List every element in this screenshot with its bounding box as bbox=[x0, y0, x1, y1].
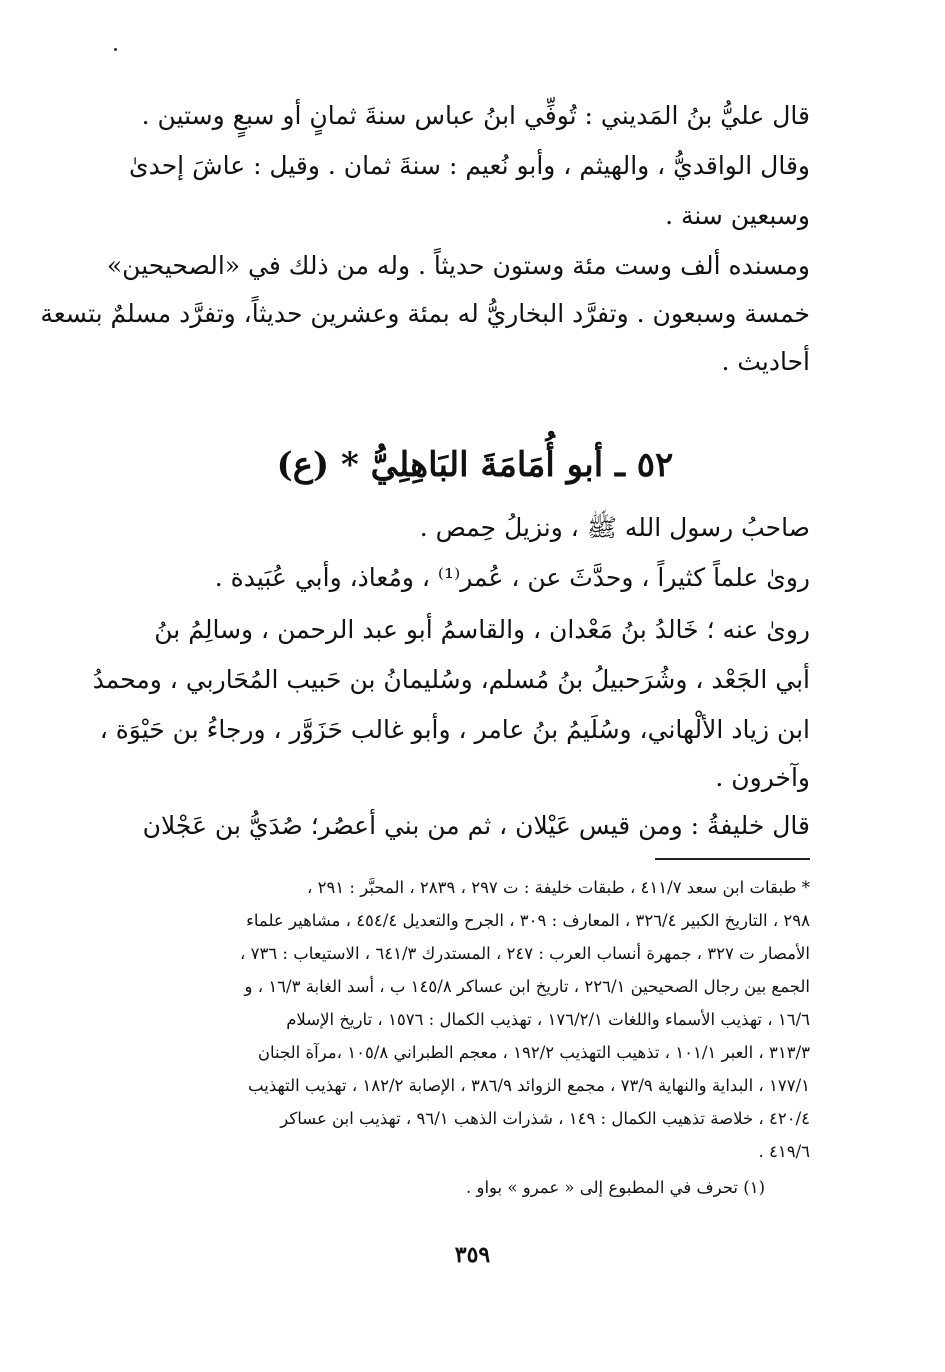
body-line-2: وقال الواقديُّ ، والهيثم ، وأبو نُعيم : سنةَ ثمان . وقيل : عاشَ إحدىٰ bbox=[129, 151, 810, 180]
footnote-line-4: الجمع بين رجال الصحيحين ٢٢٦/١ ، تاريخ ابن عساكر ١٤٥/٨ ب ، أسد الغابة ١٦/٣ ، و bbox=[244, 977, 810, 996]
footnote-line-1: * طبقات ابن سعد ٤١١/٧ ، طبقات خليفة : ت ٢٩٧ ، ٢٨٣٩ ، المحبَّر : ٢٩١ ، bbox=[307, 878, 810, 897]
entry-line-5: ابن زياد الألْهاني، وسُلَيمُ بنُ عامر ، وأبو غالب حَزَوَّر ، ورجاءُ بن حَيْوَة ، bbox=[99, 715, 810, 744]
page-number: ٣٥٩ bbox=[454, 1242, 491, 1268]
footnote-line-9: ٤١٩/٦ . bbox=[758, 1142, 810, 1161]
footnote-line-6: ٣١٣/٣ ، العبر ١٠١/١ ، تذهيب التهذيب ١٩٢/٢ ، معجم الطبراني ١٠٥/٨ ،مرآة الجنان bbox=[257, 1043, 810, 1062]
footnote-line-5: ١٦/٦ ، تهذيب الأسماء واللغات ١٧٦/٢/١ ، تهذيب الكمال : ١٥٧٦ ، تاريخ الإسلام bbox=[286, 1010, 810, 1029]
entry-line-3: روىٰ عنه ؛ خَالدُ بنُ مَعْدان ، والقاسمُ أبو عبد الرحمن ، وسالِمُ بنُ bbox=[154, 615, 810, 644]
footnote-line-7: ١٧٧/١ ، البداية والنهاية ٧٣/٩ ، مجمع الزوائد ٣٨٦/٩ ، الإصابة ١٨٢/٢ ، تهذيب التهذيب bbox=[248, 1076, 810, 1095]
footnote-line-2: ٢٩٨ ، التاريخ الكبير ٣٢٦/٤ ، المعارف : ٣٠٩ ، الجرح والتعديل ٤٥٤/٤ ، مشاهير علماء bbox=[246, 911, 810, 930]
entry-line-7: قال خليفةُ : ومن قيس عَيْلان ، ثم من بني أعصُر؛ صُدَيُّ بن عَجْلان bbox=[142, 811, 810, 840]
footnote-note-1: (١) تحرف في المطبوع إلى « عمرو » بواو . bbox=[465, 1178, 765, 1197]
footnote-line-8: ٤٢٠/٤ ، خلاصة تذهيب الكمال : ١٤٩ ، شذرات الذهب ٩٦/١ ، تهذيب ابن عساكر bbox=[280, 1109, 810, 1128]
body-line-1: قال عليُّ بنُ المَديني : تُوفِّي ابنُ عباس سنةَ ثمانٍ أو سبعٍ وستين . bbox=[141, 101, 810, 130]
footnote-line-3: الأمصار ت ٣٢٧ ، جمهرة أنساب العرب : ٢٤٧ ، المستدرك ٦٤١/٣ ، الاستيعاب : ٧٣٦ ، bbox=[240, 944, 810, 963]
entry-line-2: روىٰ علماً كثيراً ، وحدَّثَ عن ، عُمر⁽¹⁾ ، ومُعاذ، وأبي عُبَيدة . bbox=[214, 563, 810, 592]
footnote-separator bbox=[655, 858, 810, 860]
scan-speck bbox=[114, 48, 117, 51]
entry-line-4: أبي الجَعْد ، وشُرَحبيلُ بنُ مُسلم، وسُليمانُ بن حَبيب المُحَاربي ، ومحمدُ bbox=[92, 665, 810, 694]
entry-line-1: صاحبُ رسول الله ﷺ ، ونزيلُ حِمص . bbox=[419, 513, 810, 542]
body-line-6: أحاديث . bbox=[721, 347, 810, 376]
body-line-3: وسبعين سنة . bbox=[665, 201, 810, 230]
body-line-4: ومسنده ألف وست مئة وستون حديثاً . وله من ذلك في «الصحيحين» bbox=[106, 251, 810, 280]
body-line-5: خمسة وسبعون . وتفرَّد البخاريُّ له بمئة وعشرين حديثاً، وتفرَّد مسلمٌ بتسعة bbox=[40, 299, 810, 328]
entry-heading: ٥٢ ـ أبو أُمَامَةَ البَاهِلِيُّ * (ع) bbox=[276, 445, 674, 485]
entry-line-6: وآخرون . bbox=[715, 763, 810, 792]
